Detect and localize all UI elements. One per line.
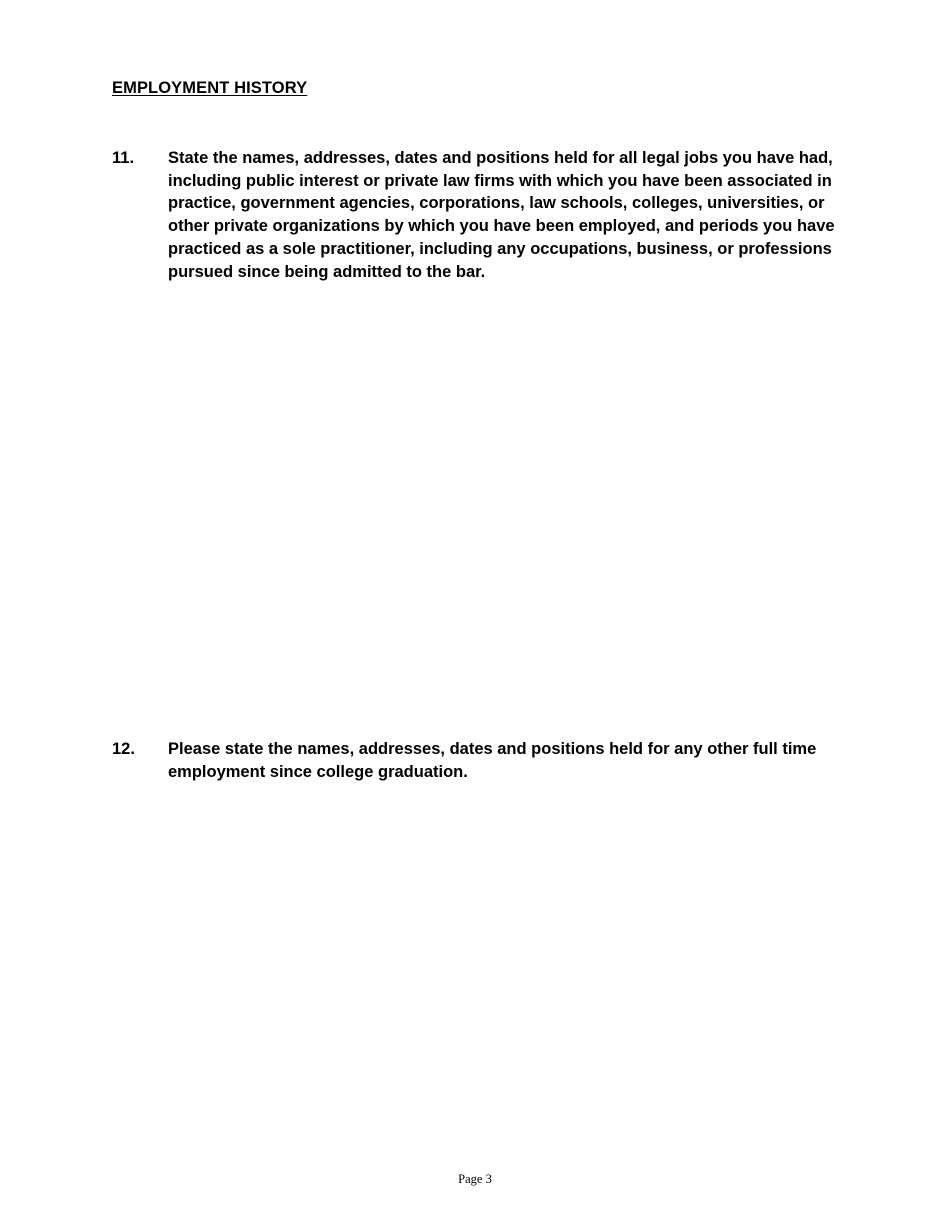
question-text: State the names, addresses, dates and positions held for all legal jobs you have had, including public interest or private law firms with which you have been associated in practice, government agencies, corporations, law schools, colleges, universities, or other private organizations by which you have been employed, and periods you have practiced as a sole practitioner, including any occupations, business, or professions pursued since being admitted to the bar. (168, 149, 835, 281)
question-12 (112, 738, 842, 783)
question-number: 11. (112, 149, 135, 167)
question-11 (112, 147, 842, 283)
page-number: Page 3 (458, 1172, 492, 1186)
question-text: Please state the names, addresses, dates and positions held for any other full time employment since college graduation. (168, 740, 817, 781)
question-number: 12. (112, 740, 135, 758)
section-heading: EMPLOYMENT HISTORY (112, 79, 308, 97)
